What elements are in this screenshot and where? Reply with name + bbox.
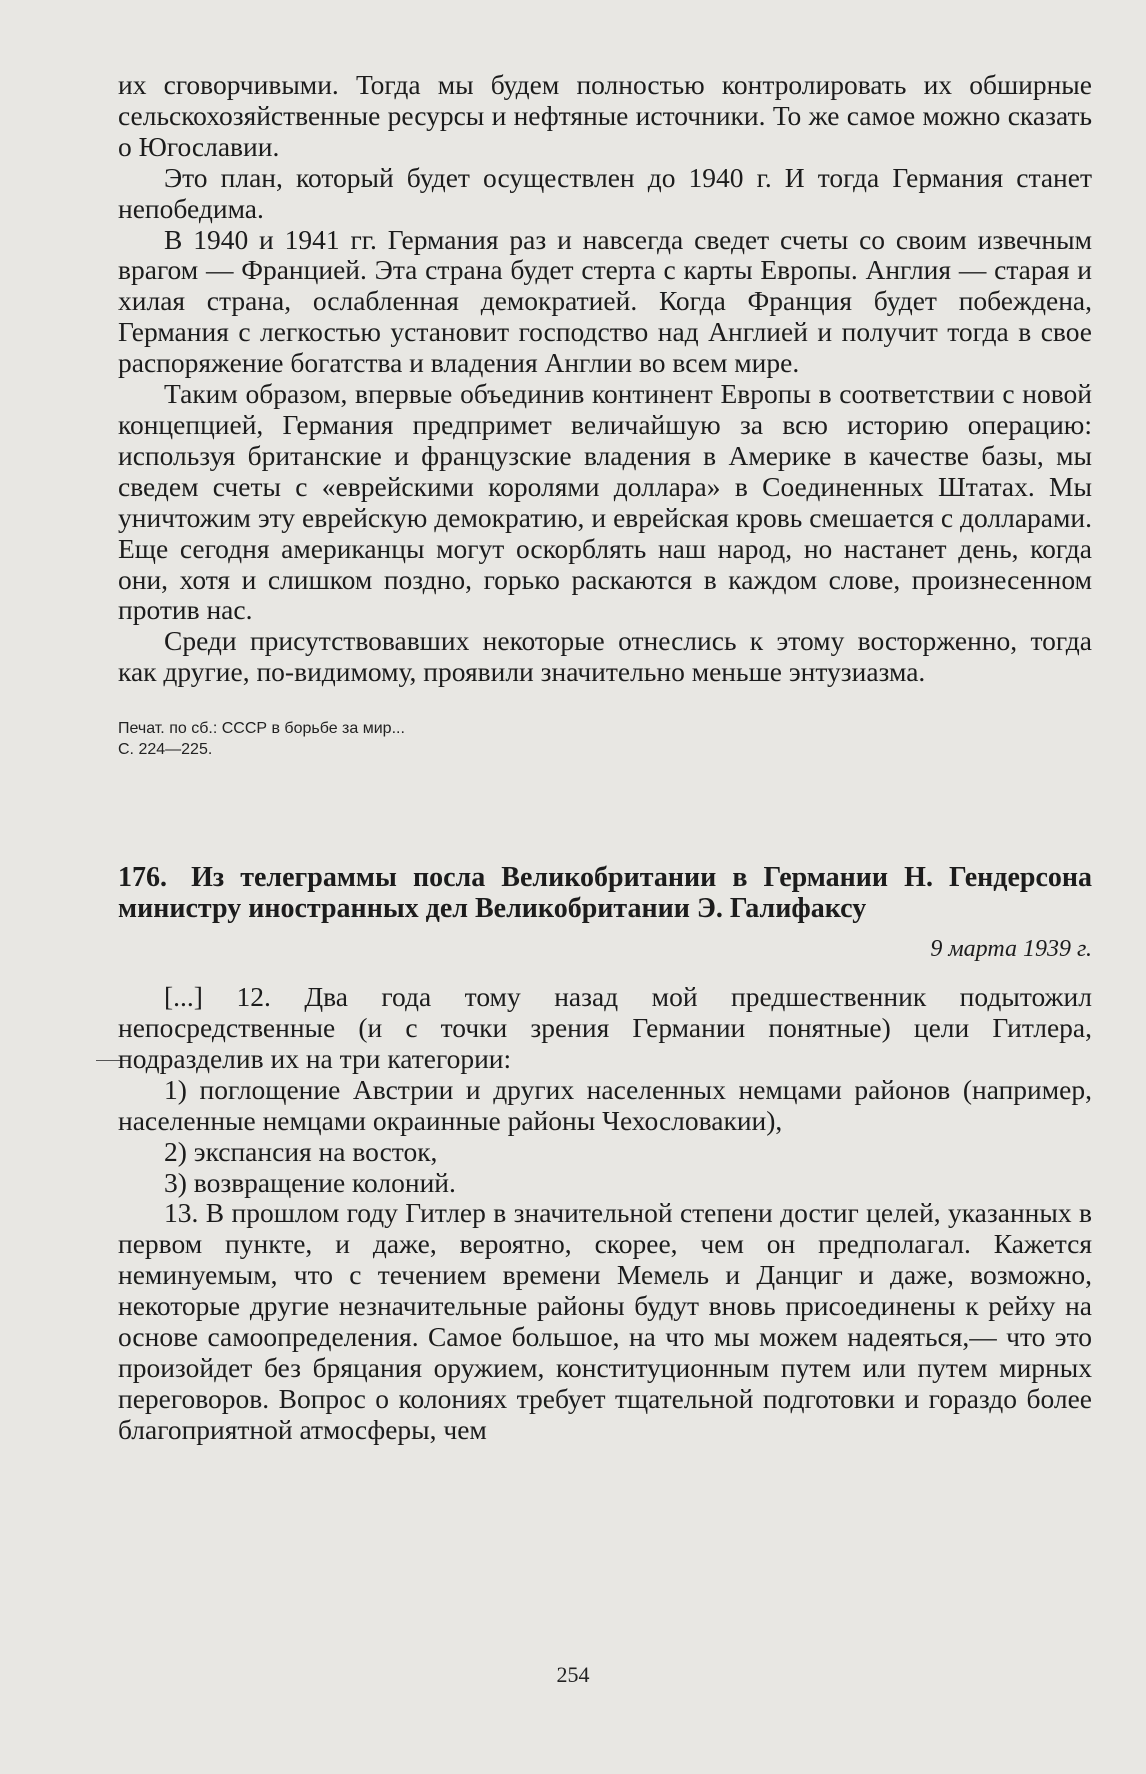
source-line: С. 224—225. (118, 741, 213, 759)
document-date: 9 марта 1939 г. (930, 936, 1092, 963)
list-item: 3) возвращение колоний. (164, 1166, 456, 1198)
paragraph: Таким образом, впервые объединив континент Европы в соответствии с новой концепцией, Германия предпримет величайшую за всю историю операцию: используя британские и французские владения в Америке в качестве базы, мы сведем счеты с «еврейскими королями доллара» в Соединенных Штатах. Мы уничтожим эту еврейскую демократию, и еврейская кровь смешается с долларами. Еще сегодня американцы могут оскорблять наш народ, но настанет день, когда они, хотя и слишком поздно, горько раскаются в каждом слове, произнесенном против нас. (118, 378, 1092, 626)
paragraph: В 1940 и 1941 гг. Германия раз и навсегда сведет счеты со своим извечным врагом — Францией. Эта страна будет стерта с карты Европы. Англия — старая и хилая страна, ослабленная демократией. Когда Франция будет побеждена, Германия с легкостью установит господство над Англией и получит тогда в свое распоряжение богатства и владения Англии во всем мире. (118, 223, 1092, 379)
paragraph: их сговорчивыми. Тогда мы будем полностью контролировать их обширные сельскохозяйственные ресурсы и нефтяные источники. То же самое можно сказать о Югославии. (118, 69, 1092, 162)
document-number: 176. (118, 862, 167, 894)
source-citation (118, 718, 1092, 760)
paragraph: 13. В прошлом году Гитлер в значительной степени достиг целей, указанных в первом пункте, и даже, вероятно, скорее, чем он предполагал. Кажется неминуемым, что с течением времени Мемель и Данциг и даже, возможно, некоторые другие незначительные районы будут вновь присоединены к рейху на основе самоопределения. Самое большое, на что мы можем надеяться,— что это произойдет без бряцания оружием, конституционным путем или путем мирных переговоров. Вопрос о колониях требует тщательной подготовки и гораздо более благоприятной атмосферы, чем (118, 1197, 1092, 1445)
document-title: Из телеграммы посла Великобритании в Германии Н. Гендерсона министру иностранных дел Великобритании Э. Галифаксу (118, 862, 1093, 925)
source-line: Печат. по сб.: СССР в борьбе за мир... (118, 720, 405, 738)
paragraph: Это план, который будет осуществлен до 1940 г. И тогда Германия станет непобедима. (118, 161, 1092, 224)
list-item: 1) поглощение Австрии и других населенных немцами районов (например, населенные немцами окраинные районы Чехословакии), (118, 1073, 1092, 1136)
paragraph: Среди присутствовавших некоторые отнеслись к этому восторженно, тогда как другие, по-видимому, проявили значительно меньше энтузиазма. (118, 625, 1092, 688)
page-number: 254 (556, 1662, 590, 1687)
text-block (118, 70, 1092, 1446)
document-heading (118, 862, 1092, 924)
paragraph: [...] 12. Два года тому назад мой предшественник подытожил непосредственные (и с точки зрения Германии понятные) цели Гитлера, подразделив их на три категории: (118, 981, 1092, 1074)
list-item: 2) экспансия на восток, (164, 1135, 438, 1167)
